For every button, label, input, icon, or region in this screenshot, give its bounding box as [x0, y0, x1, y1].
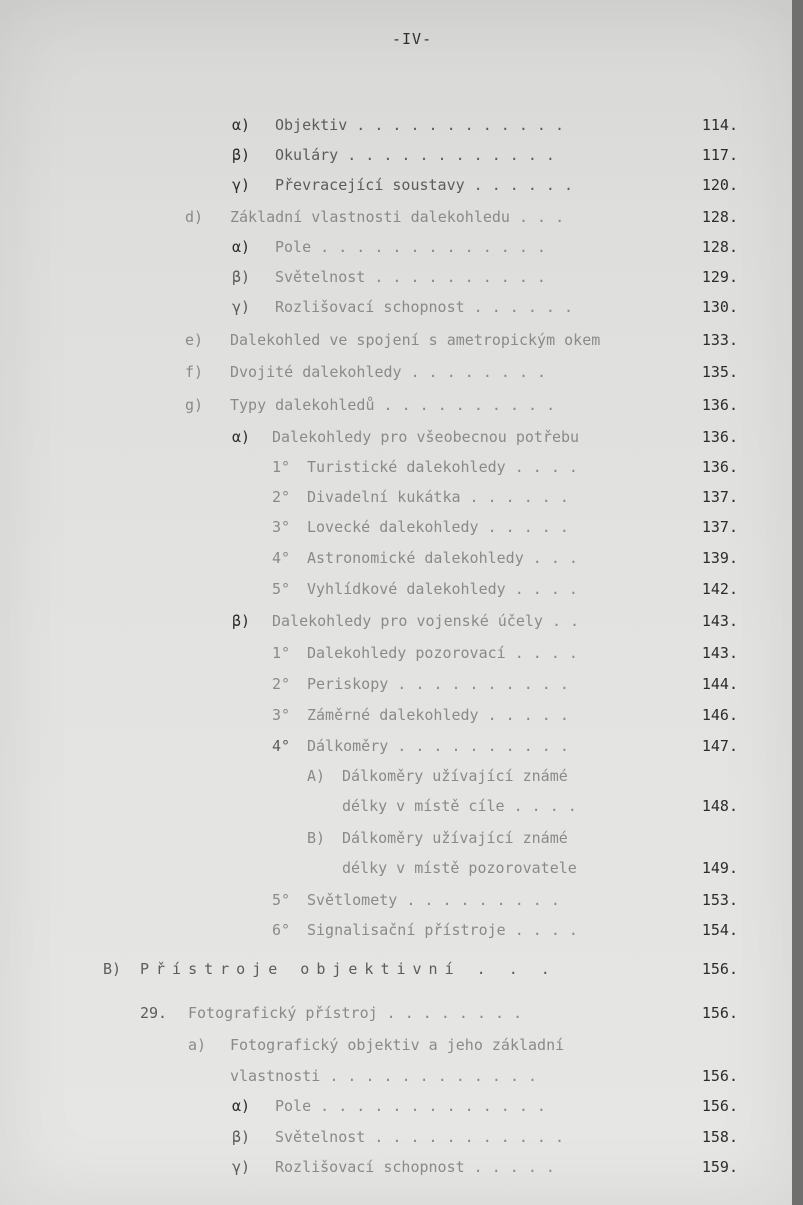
entry-marker: e)	[185, 331, 204, 349]
entry-page: 147.	[701, 737, 738, 755]
entry-label: Dálkoměry . . . . . . . . . .	[307, 737, 569, 755]
entry-marker: β)	[232, 1128, 251, 1146]
entry-page: 136.	[701, 428, 738, 446]
entry-label: Dalekohled ve spojení s ametropickým okem	[230, 331, 601, 349]
entry-page: 143.	[701, 612, 738, 630]
entry-page: 156.	[701, 960, 738, 978]
entry-label: Vyhlídkové dalekohledy . . . .	[307, 580, 578, 598]
entry-marker: B)	[307, 829, 326, 847]
entry-page: 120.	[701, 176, 738, 194]
entry-page: 114.	[701, 116, 738, 134]
entry-page: 137.	[701, 488, 738, 506]
entry-label: Dalekohledy pozorovací . . . .	[307, 644, 578, 662]
entry-page: 117.	[701, 146, 738, 164]
entry-label: Dalekohledy pro všeobecnou potřebu	[272, 428, 580, 446]
entry-page: 153.	[701, 891, 738, 909]
entry-label: Převracející soustavy . . . . . .	[275, 176, 574, 194]
entry-label: Pole . . . . . . . . . . . . .	[275, 238, 546, 256]
page-number: -IV-	[392, 30, 433, 48]
entry-page: 144.	[701, 675, 738, 693]
entry-marker: γ)	[232, 176, 251, 194]
entry-page: 137.	[701, 518, 738, 536]
entry-page: 156.	[701, 1004, 738, 1022]
entry-page: 146.	[701, 706, 738, 724]
entry-marker: 5°	[272, 580, 291, 598]
entry-label: Dalekohledy pro vojenské účely . .	[272, 612, 580, 630]
entry-marker: 2°	[272, 675, 291, 693]
entry-marker: g)	[185, 396, 204, 414]
entry-label: vlastnosti . . . . . . . . . . . .	[230, 1067, 538, 1085]
entry-marker: β)	[232, 268, 251, 286]
entry-marker: 3°	[272, 706, 291, 724]
entry-label: Fotografický přístroj . . . . . . . .	[188, 1004, 523, 1022]
entry-page: 142.	[701, 580, 738, 598]
entry-label: Divadelní kukátka . . . . . .	[307, 488, 569, 506]
entry-label: Lovecké dalekohledy . . . . .	[307, 518, 569, 536]
entry-page: 159.	[701, 1158, 738, 1176]
entry-page: 148.	[701, 797, 738, 815]
entry-marker: 3°	[272, 518, 291, 536]
entry-marker: 4°	[272, 737, 291, 755]
entry-label: délky v místě cíle . . . .	[342, 797, 577, 815]
entry-label: Záměrné dalekohledy . . . . .	[307, 706, 569, 724]
entry-page: 149.	[701, 859, 738, 877]
entry-label: Dálkoměry užívající známé	[342, 829, 568, 847]
entry-page: 139.	[701, 549, 738, 567]
entry-label: Turistické dalekohledy . . . .	[307, 458, 578, 476]
entry-page: 156.	[701, 1067, 738, 1085]
entry-label: Signalisační přístroje . . . .	[307, 921, 578, 939]
entry-page: 143.	[701, 644, 738, 662]
entry-marker: 4°	[272, 549, 291, 567]
entry-marker: β)	[232, 146, 251, 164]
entry-label: Světelnost . . . . . . . . . . .	[275, 1128, 564, 1146]
entry-marker: 6°	[272, 921, 291, 939]
entry-label: Fotografický objektiv a jeho základní	[230, 1036, 565, 1054]
entry-marker: A)	[307, 767, 326, 785]
entry-page: 135.	[701, 363, 738, 381]
entry-marker: 1°	[272, 644, 291, 662]
entry-marker: γ)	[232, 298, 251, 316]
entry-label: délky v místě pozorovatele	[342, 859, 577, 877]
entry-label: Světelnost . . . . . . . . . .	[275, 268, 546, 286]
entry-label: Pole . . . . . . . . . . . . .	[275, 1097, 546, 1115]
entry-marker: 1°	[272, 458, 291, 476]
entry-label: Okuláry . . . . . . . . . . . .	[275, 146, 555, 164]
entry-label: Objektiv . . . . . . . . . . . .	[275, 116, 564, 134]
entry-page: 133.	[701, 331, 738, 349]
entry-marker: γ)	[232, 1158, 251, 1176]
entry-marker: d)	[185, 208, 204, 226]
entry-marker: f)	[185, 363, 204, 381]
entry-label: Dvojité dalekohledy . . . . . . . .	[230, 363, 547, 381]
entry-marker: α)	[232, 116, 251, 134]
entry-marker: B)	[103, 960, 122, 978]
entry-label: Přístroje objektivní . . .	[140, 960, 557, 978]
entry-page: 156.	[701, 1097, 738, 1115]
entry-marker: a)	[188, 1036, 207, 1054]
entry-label: Základní vlastnosti dalekohledu . . .	[230, 208, 565, 226]
entry-label: Periskopy . . . . . . . . . .	[307, 675, 569, 693]
entry-label: Typy dalekohledů . . . . . . . . . .	[230, 396, 556, 414]
entry-label: Rozlišovací schopnost . . . . . .	[275, 298, 574, 316]
entry-page: 158.	[701, 1128, 738, 1146]
entry-page: 129.	[701, 268, 738, 286]
entry-marker: α)	[232, 428, 251, 446]
entry-page: 136.	[701, 396, 738, 414]
entry-label: Astronomické dalekohledy . . .	[307, 549, 578, 567]
entry-label: Rozlišovací schopnost . . . . .	[275, 1158, 555, 1176]
entry-label: Dálkoměry užívající známé	[342, 767, 568, 785]
entry-marker: α)	[232, 1097, 251, 1115]
entry-marker: 29.	[140, 1004, 168, 1022]
entry-page: 130.	[701, 298, 738, 316]
entry-marker: 5°	[272, 891, 291, 909]
entry-page: 154.	[701, 921, 738, 939]
entry-page: 128.	[701, 208, 738, 226]
entry-marker: 2°	[272, 488, 291, 506]
entry-label: Světlomety . . . . . . . . .	[307, 891, 560, 909]
entry-marker: α)	[232, 238, 251, 256]
entry-page: 136.	[701, 458, 738, 476]
entry-page: 128.	[701, 238, 738, 256]
entry-marker: β)	[232, 612, 251, 630]
